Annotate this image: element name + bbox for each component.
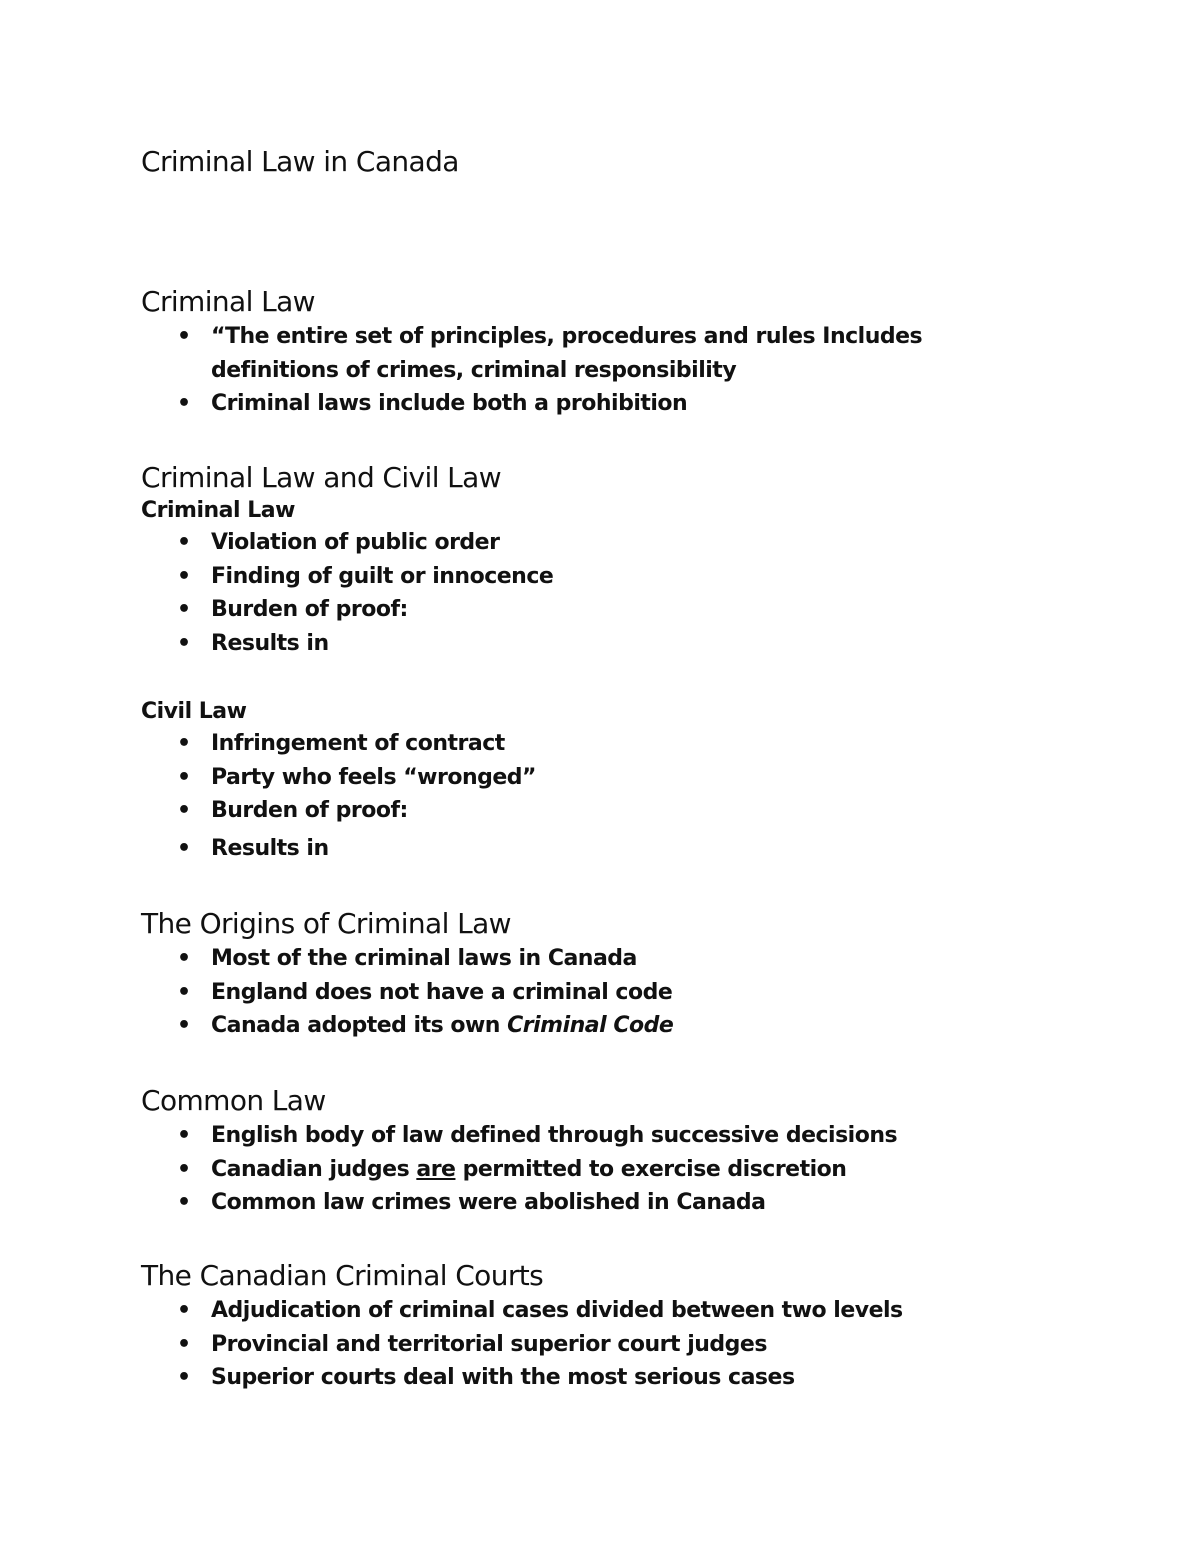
bullet-icon: • [177, 1123, 191, 1148]
section-heading: The Origins of Criminal Law [141, 907, 511, 940]
bullet-icon: • [177, 979, 191, 1005]
section-origins [141, 906, 1061, 1043]
list-item [141, 1361, 931, 1395]
section-criminal-law [141, 284, 1061, 421]
list-item [141, 761, 931, 795]
bullet-icon: • [177, 391, 191, 416]
list-item-text: Party who feels “wronged” [211, 764, 536, 790]
list-item-text: Superior courts deal with the most serious cases [211, 1365, 795, 1390]
subsection-heading-civil: Civil Law [141, 699, 247, 724]
list-item [141, 942, 931, 976]
bullet-icon: • [177, 946, 191, 971]
bullet-icon: • [177, 1013, 191, 1038]
underlined-word: are [416, 1156, 456, 1182]
list-item [141, 1009, 931, 1043]
list-item [141, 1294, 931, 1328]
section-criminal-vs-civil [141, 460, 1061, 660]
bullet-icon: • [177, 563, 191, 589]
list-item-text: English body of law defined through successive decisions [211, 1123, 898, 1148]
list-item [141, 727, 931, 761]
bullet-icon: • [177, 324, 191, 349]
bullet-icon: • [177, 798, 191, 823]
list-item-text-prefix: Canadian judges [211, 1156, 417, 1182]
list-item [141, 526, 931, 560]
bullet-list [141, 1294, 1061, 1395]
list-item-text: Most of the criminal laws in Canada [211, 946, 637, 971]
bullet-icon: • [177, 530, 191, 555]
list-item [141, 627, 931, 661]
list-item [141, 794, 931, 828]
bullet-icon: • [177, 1331, 191, 1357]
list-item [141, 1153, 931, 1187]
section-heading: Common Law [141, 1084, 326, 1117]
list-item-text: England does not have a criminal code [211, 979, 673, 1005]
bullet-icon: • [177, 1156, 191, 1182]
list-item [141, 560, 931, 594]
bullet-icon: • [177, 764, 191, 790]
bullet-icon: • [177, 1365, 191, 1390]
section-heading: Criminal Law and Civil Law [141, 461, 502, 494]
bullet-list [141, 942, 1061, 1043]
list-item-text: Finding of guilt or innocence [211, 563, 554, 589]
list-item [141, 976, 931, 1010]
bullet-icon: • [177, 1190, 191, 1215]
bullet-icon: • [177, 731, 191, 756]
list-item-text: Violation of public order [211, 530, 500, 555]
list-item-text: Provincial and territorial superior court judges [211, 1331, 767, 1357]
list-item-text: Criminal laws include both a prohibition [211, 391, 688, 416]
list-item-text: “The entire set of principles, procedures and rules Includes definitions of crimes, criminal responsibility [211, 324, 923, 383]
list-item [141, 1119, 931, 1153]
bullet-list [141, 320, 1061, 421]
list-item [141, 593, 931, 627]
list-item-text: Infringement of contract [211, 731, 505, 756]
bullet-icon: • [177, 597, 191, 622]
bullet-list [141, 727, 1061, 865]
list-item [141, 1186, 931, 1220]
list-item [141, 832, 931, 866]
list-item [141, 387, 931, 421]
list-item-text: Burden of proof: [211, 798, 408, 823]
subsection-civil-law [141, 697, 1061, 865]
list-item-text: Burden of proof: [211, 597, 408, 622]
bullet-icon: • [177, 630, 191, 656]
list-item [141, 1328, 931, 1362]
section-common-law [141, 1083, 1061, 1220]
list-item-text: Common law crimes were abolished in Canada [211, 1190, 766, 1215]
list-item [141, 320, 931, 387]
list-item-text: Adjudication of criminal cases divided between two levels [211, 1298, 903, 1323]
section-courts [141, 1258, 1061, 1395]
criminal-code-title: Criminal Code [507, 1013, 674, 1038]
list-item-text-suffix: permitted to exercise discretion [455, 1156, 847, 1182]
list-item-text: Results in [211, 630, 329, 656]
section-heading: Criminal Law [141, 285, 315, 318]
document-title: Criminal Law in Canada [141, 145, 459, 178]
section-heading: The Canadian Criminal Courts [141, 1259, 544, 1292]
bullet-list [141, 1119, 1061, 1220]
list-item-text: Results in [211, 835, 329, 861]
bullet-icon: • [177, 835, 191, 861]
bullet-list [141, 526, 1061, 660]
subsection-heading-criminal: Criminal Law [141, 498, 295, 523]
list-item-text-prefix: Canada adopted its own [211, 1013, 508, 1038]
bullet-icon: • [177, 1298, 191, 1323]
